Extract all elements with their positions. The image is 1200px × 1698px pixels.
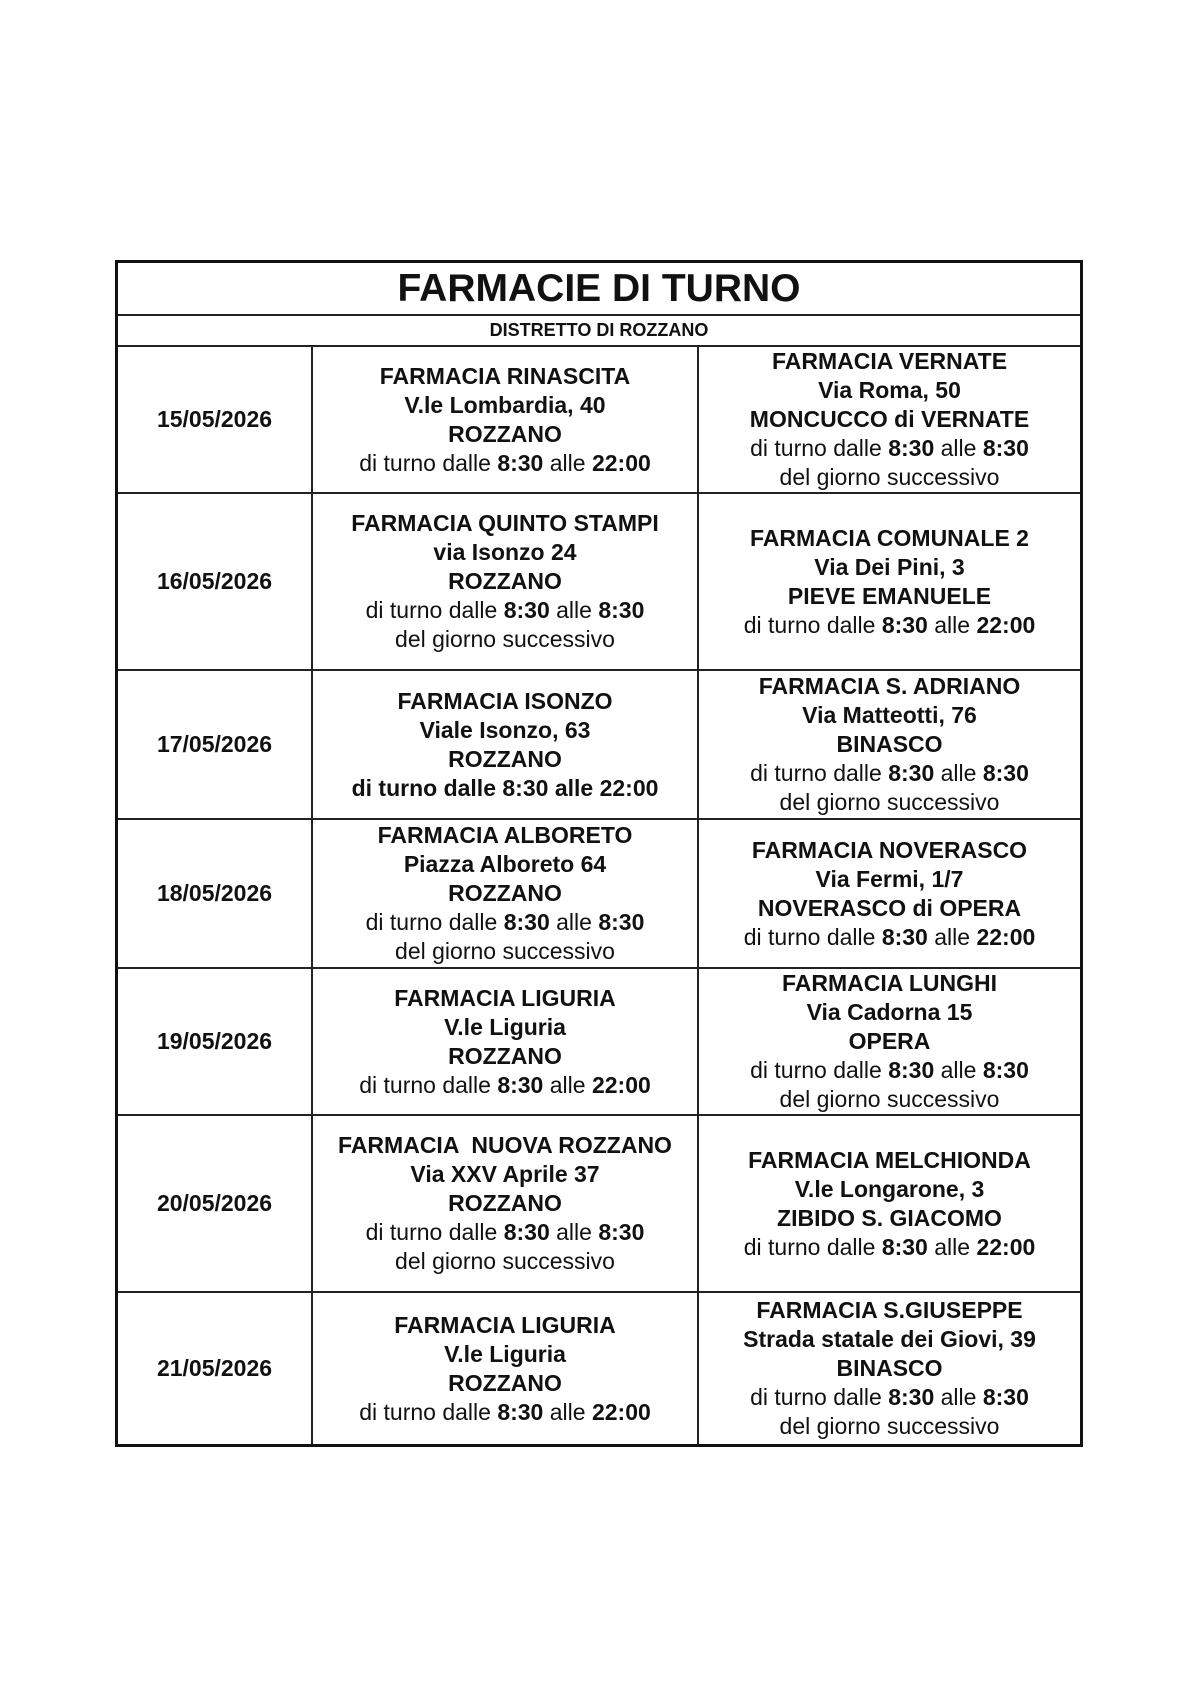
pharmacy-name: FARMACIA S. ADRIANO: [758, 673, 1021, 699]
pharmacy-name: FARMACIA NUOVA ROZZANO: [338, 1132, 672, 1158]
hours-mid: alle: [940, 760, 977, 786]
hours-prefix: di turno dalle: [359, 449, 491, 476]
pharmacy-address: V.le Liguria: [444, 1013, 566, 1040]
pharmacy-cell-left: [313, 347, 699, 492]
hours-from: 8:30: [503, 597, 550, 623]
pharmacy-cell-right: [699, 969, 1080, 1114]
next-day-note: del giorno successivo: [779, 1413, 1000, 1439]
pharmacy-name: FARMACIA COMUNALE 2: [750, 524, 1029, 551]
pharmacy-city: ROZZANO: [448, 1042, 562, 1069]
hours-prefix: di turno dalle: [743, 923, 876, 950]
hours-prefix: di turno dalle: [365, 909, 498, 935]
pharmacy-address: Via Fermi, 1/7: [815, 865, 964, 892]
pharmacy-cell-right: [699, 1116, 1080, 1291]
hours-prefix: di turno dalle: [351, 774, 496, 801]
next-day-note: del giorno successivo: [395, 938, 615, 964]
hours-to: 22:00: [599, 774, 659, 801]
date-cell: 20/05/2026: [118, 1116, 313, 1291]
table-row: [118, 1293, 1080, 1444]
hours-to: 22:00: [976, 611, 1036, 638]
pharmacy-address: Strada statale dei Giovi, 39: [743, 1326, 1036, 1352]
pharmacy-cell-left: [313, 494, 699, 669]
pharmacy-address: Piazza Alboreto 64: [403, 851, 607, 877]
pharmacy-address: via Isonzo 24: [433, 539, 577, 565]
hours-from: 8:30: [497, 1398, 544, 1425]
opening-hours: [744, 611, 1036, 640]
hours-mid: alle: [556, 1219, 592, 1245]
table-row: [118, 1116, 1080, 1293]
hours-mid: alle: [934, 1233, 971, 1260]
hours-prefix: di turno dalle: [750, 760, 882, 786]
district-heading: DISTRETTO DI ROZZANO: [118, 316, 1080, 347]
next-day-note: del giorno successivo: [395, 626, 615, 652]
pharmacy-name: FARMACIA MELCHIONDA: [748, 1146, 1031, 1173]
hours-prefix: di turno dalle: [743, 1233, 876, 1260]
pharmacy-name: FARMACIA LUNGHI: [781, 970, 998, 996]
hours-from: 8:30: [881, 611, 928, 638]
hours-mid: alle: [549, 1071, 586, 1098]
pharmacy-address: Via Matteotti, 76: [802, 702, 977, 728]
hours-to: 8:30: [982, 1384, 1029, 1410]
hours-mid: alle: [549, 449, 586, 476]
next-day-note: del giorno successivo: [395, 1248, 615, 1274]
hours-mid: alle: [934, 923, 971, 950]
hours-prefix: di turno dalle: [359, 1071, 491, 1098]
hours-prefix: di turno dalle: [750, 435, 882, 461]
hours-mid: alle: [940, 435, 977, 461]
hours-prefix: di turno dalle: [359, 1398, 491, 1425]
pharmacy-address: V.le Liguria: [444, 1340, 566, 1367]
date-cell: 16/05/2026: [118, 494, 313, 669]
hours-prefix: di turno dalle: [750, 1057, 882, 1083]
pharmacy-city: ZIBIDO S. GIACOMO: [777, 1204, 1002, 1231]
hours-from: 8:30: [503, 1219, 550, 1245]
pharmacy-city: ROZZANO: [448, 1190, 562, 1216]
pharmacy-address: Via Cadorna 15: [806, 999, 973, 1025]
opening-hours: [359, 1398, 651, 1427]
pharmacy-city: ROZZANO: [448, 1369, 562, 1396]
pharmacy-name: FARMACIA S.GIUSEPPE: [756, 1297, 1023, 1323]
pharmacy-name: FARMACIA NOVERASCO: [751, 836, 1028, 863]
opening-hours: [750, 1056, 1029, 1085]
hours-to: 8:30: [982, 760, 1029, 786]
duty-pharmacy-table: [115, 260, 1083, 1447]
table-row: [118, 671, 1080, 820]
hours-to: 22:00: [976, 1233, 1036, 1260]
pharmacy-address: Via XXV Aprile 37: [410, 1161, 600, 1187]
pharmacy-city: MONCUCCO di VERNATE: [749, 406, 1030, 432]
pharmacy-name: FARMACIA LIGURIA: [394, 984, 616, 1011]
opening-hours: [750, 1383, 1029, 1412]
hours-from: 8:30: [888, 760, 935, 786]
hours-mid: alle: [549, 1398, 586, 1425]
hours-prefix: di turno dalle: [750, 1384, 882, 1410]
date-cell: 15/05/2026: [118, 347, 313, 492]
pharmacy-name: FARMACIA RINASCITA: [379, 362, 631, 389]
opening-hours: [750, 759, 1029, 788]
opening-hours: [366, 908, 645, 937]
hours-mid: alle: [554, 774, 594, 801]
page-title: FARMACIE DI TURNO: [118, 263, 1080, 316]
hours-to: 22:00: [591, 1398, 651, 1425]
table-row: [118, 969, 1080, 1116]
hours-to: 22:00: [591, 449, 651, 476]
pharmacy-name: FARMACIA VERNATE: [771, 348, 1008, 374]
pharmacy-cell-right: [699, 671, 1080, 818]
hours-mid: alle: [556, 909, 592, 935]
pharmacy-city: OPERA: [848, 1028, 931, 1054]
pharmacy-cell-right: [699, 494, 1080, 669]
hours-mid: alle: [934, 611, 971, 638]
date-cell: 18/05/2026: [118, 820, 313, 967]
opening-hours: [750, 434, 1029, 463]
pharmacy-address: V.le Longarone, 3: [794, 1175, 985, 1202]
pharmacy-name: FARMACIA LIGURIA: [394, 1311, 616, 1338]
hours-to: 8:30: [982, 1057, 1029, 1083]
pharmacy-city: NOVERASCO di OPERA: [757, 894, 1022, 921]
pharmacy-city: ROZZANO: [448, 568, 562, 594]
opening-hours: [352, 774, 659, 803]
hours-mid: alle: [556, 597, 592, 623]
hours-to: 8:30: [598, 597, 645, 623]
table-row: [118, 347, 1080, 494]
date-cell: 21/05/2026: [118, 1293, 313, 1444]
hours-mid: alle: [940, 1057, 977, 1083]
hours-prefix: di turno dalle: [743, 611, 876, 638]
next-day-note: del giorno successivo: [779, 464, 1000, 490]
opening-hours: [359, 1071, 651, 1100]
date-cell: 17/05/2026: [118, 671, 313, 818]
hours-to: 22:00: [591, 1071, 651, 1098]
pharmacy-cell-left: [313, 671, 699, 818]
hours-prefix: di turno dalle: [365, 597, 498, 623]
pharmacy-cell-left: [313, 1116, 699, 1291]
pharmacy-address: V.le Lombardia, 40: [404, 391, 606, 418]
pharmacy-cell-right: [699, 1293, 1080, 1444]
pharmacy-cell-right: [699, 347, 1080, 492]
pharmacy-name: FARMACIA ISONZO: [397, 687, 613, 714]
next-day-note: del giorno successivo: [779, 789, 1000, 815]
table-row: [118, 820, 1080, 969]
hours-to: 22:00: [976, 923, 1036, 950]
hours-from: 8:30: [497, 449, 544, 476]
hours-to: 8:30: [598, 1219, 645, 1245]
table-row: [118, 494, 1080, 671]
pharmacy-city: BINASCO: [836, 1355, 943, 1381]
date-cell: 19/05/2026: [118, 969, 313, 1114]
hours-from: 8:30: [881, 923, 928, 950]
pharmacy-address: Viale Isonzo, 63: [419, 716, 591, 743]
pharmacy-city: BINASCO: [836, 731, 943, 757]
hours-to: 8:30: [982, 435, 1029, 461]
opening-hours: [366, 596, 645, 625]
pharmacy-cell-left: [313, 820, 699, 967]
pharmacy-name: FARMACIA QUINTO STAMPI: [351, 510, 659, 536]
pharmacy-cell-left: [313, 969, 699, 1114]
hours-prefix: di turno dalle: [365, 1219, 498, 1245]
hours-from: 8:30: [888, 1384, 935, 1410]
hours-from: 8:30: [888, 435, 935, 461]
pharmacy-address: Via Roma, 50: [818, 377, 961, 403]
table-body: [118, 347, 1080, 1444]
opening-hours: [744, 923, 1036, 952]
pharmacy-cell-right: [699, 820, 1080, 967]
hours-to: 8:30: [598, 909, 645, 935]
opening-hours: [366, 1218, 645, 1247]
opening-hours: [744, 1233, 1036, 1262]
hours-from: 8:30: [497, 1071, 544, 1098]
pharmacy-city: PIEVE EMANUELE: [787, 582, 992, 609]
pharmacy-city: ROZZANO: [448, 880, 562, 906]
hours-from: 8:30: [881, 1233, 928, 1260]
opening-hours: [359, 449, 651, 478]
hours-mid: alle: [940, 1384, 977, 1410]
pharmacy-name: FARMACIA ALBORETO: [377, 822, 633, 848]
pharmacy-address: Via Dei Pini, 3: [814, 553, 965, 580]
hours-from: 8:30: [888, 1057, 935, 1083]
hours-from: 8:30: [503, 909, 550, 935]
pharmacy-city: ROZZANO: [448, 420, 562, 447]
next-day-note: del giorno successivo: [779, 1086, 1000, 1112]
hours-from: 8:30: [502, 774, 549, 801]
pharmacy-city: ROZZANO: [448, 745, 562, 772]
pharmacy-cell-left: [313, 1293, 699, 1444]
